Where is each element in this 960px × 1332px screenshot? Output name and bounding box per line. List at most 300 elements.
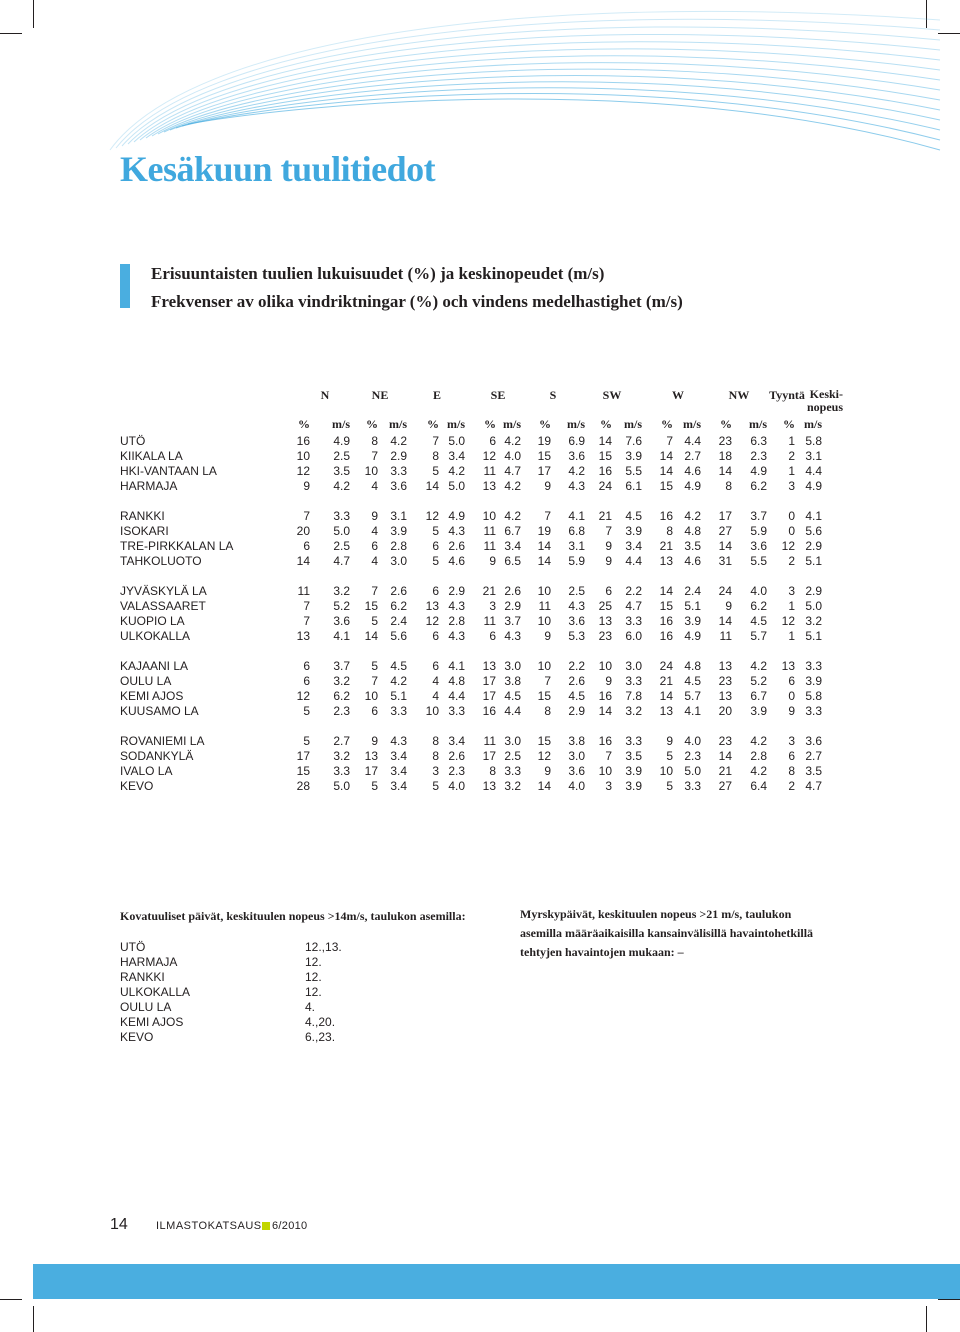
table-cell: 12 — [296, 689, 310, 703]
table-cell: 5.6 — [390, 629, 407, 643]
table-cell: 13 — [296, 629, 310, 643]
table-cell: 5 — [303, 734, 310, 748]
table-cell: 5 — [303, 704, 310, 718]
table-cell: 4.7 — [333, 554, 350, 568]
page-number: 14 — [110, 1216, 128, 1233]
table-cell: 6 — [432, 659, 439, 673]
table-cell: 3.7 — [750, 509, 767, 523]
table-cell: 19 — [537, 524, 551, 538]
strong-wind-station: UTÖ — [120, 940, 146, 954]
table-cell: 2.9 — [504, 599, 521, 613]
table-cell: 4.0 — [568, 779, 585, 793]
table-cell: 2.6 — [504, 584, 521, 598]
table-cell: 2.5 — [568, 584, 585, 598]
table-cell: 4.4 — [625, 554, 642, 568]
table-cell: 5.9 — [750, 524, 767, 538]
issue-number: 6/2010 — [272, 1220, 308, 1232]
table-cell: 7 — [371, 449, 378, 463]
table-cell: 3 — [788, 479, 795, 493]
table-cell: 4.8 — [684, 524, 701, 538]
table-cell: 2.2 — [568, 659, 585, 673]
table-cell: 15 — [296, 764, 310, 778]
table-cell: 13 — [482, 659, 496, 673]
table-cell: 2.8 — [750, 749, 767, 763]
table-cell: 3.2 — [333, 674, 350, 688]
table-cell: 5.1 — [805, 554, 822, 568]
table-cell: 6.7 — [504, 524, 521, 538]
table-cell: 3.1 — [568, 539, 585, 553]
table-cell: 3.6 — [568, 614, 585, 628]
strong-wind-dates: 12. — [305, 970, 322, 984]
table-cell: 5.0 — [333, 779, 350, 793]
table-cell: 4.5 — [504, 689, 521, 703]
table-cell: 4.5 — [625, 509, 642, 523]
table-cell: 27 — [718, 779, 732, 793]
table-cell: 3.6 — [568, 764, 585, 778]
table-cell: 3.3 — [504, 764, 521, 778]
strong-wind-station: HARMAJA — [120, 955, 178, 969]
table-cell: 2.3 — [750, 449, 767, 463]
table-cell: 4.3 — [390, 734, 407, 748]
percent-unit-header: % — [539, 417, 551, 431]
table-cell: 4.2 — [504, 434, 521, 448]
table-cell: 3.1 — [390, 509, 407, 523]
table-cell: 4.1 — [684, 704, 701, 718]
table-cell: 6 — [788, 674, 795, 688]
table-cell: 3 — [605, 779, 612, 793]
table-cell: 6.9 — [568, 434, 585, 448]
table-cell: 14 — [659, 584, 673, 598]
table-cell: 3.3 — [805, 659, 822, 673]
table-cell: 10 — [364, 689, 378, 703]
strong-wind-dates: 6.,23. — [305, 1030, 336, 1044]
table-cell: 13 — [781, 659, 795, 673]
table-cell: 6 — [432, 584, 439, 598]
table-cell: 10 — [598, 659, 612, 673]
station-name: ISOKARI — [120, 524, 169, 538]
wave-line — [170, 82, 940, 130]
table-cell: 16 — [659, 509, 673, 523]
table-cell: 14 — [364, 629, 378, 643]
table-cell: 21 — [718, 764, 732, 778]
station-name: KUUSAMO LA — [120, 704, 199, 718]
table-cell: 17 — [364, 764, 378, 778]
table-cell: 4.4 — [805, 464, 822, 478]
table-cell: 28 — [296, 779, 310, 793]
table-cell: 16 — [598, 464, 612, 478]
table-cell: 0 — [788, 509, 795, 523]
calm-header: Tyyntä — [769, 388, 805, 402]
station-name: ROVANIEMI LA — [120, 734, 205, 748]
table-cell: 17 — [537, 464, 551, 478]
table-cell: 2.6 — [568, 674, 585, 688]
speed-unit-header: m/s — [332, 417, 350, 431]
table-cell: 7.6 — [625, 434, 642, 448]
table-cell: 17 — [718, 509, 732, 523]
station-name: KIIKALA LA — [120, 449, 183, 463]
table-cell: 3.3 — [625, 734, 642, 748]
table-cell: 13 — [659, 554, 673, 568]
table-cell: 3.4 — [390, 764, 407, 778]
table-cell: 5 — [432, 554, 439, 568]
table-cell: 6.5 — [504, 554, 521, 568]
table-cell: 7 — [544, 509, 551, 523]
table-cell: 16 — [482, 704, 496, 718]
table-cell: 3.3 — [805, 704, 822, 718]
table-cell: 9 — [605, 674, 612, 688]
table-cell: 4.5 — [684, 674, 701, 688]
table-cell: 4.7 — [625, 599, 642, 613]
table-cell: 3.0 — [390, 554, 407, 568]
table-cell: 3.7 — [504, 614, 521, 628]
table-cell: 2.7 — [684, 449, 701, 463]
table-cell: 6.4 — [750, 779, 767, 793]
table-cell: 3.2 — [333, 584, 350, 598]
table-cell: 21 — [598, 509, 612, 523]
station-name: HARMAJA — [120, 479, 178, 493]
strong-wind-dates: 4. — [305, 1000, 316, 1014]
direction-header: NE — [371, 388, 389, 402]
table-cell: 5.0 — [684, 764, 701, 778]
table-cell: 6 — [371, 539, 378, 553]
table-cell: 9 — [725, 599, 732, 613]
wave-line — [146, 56, 940, 138]
table-cell: 3.9 — [390, 524, 407, 538]
table-cell: 2.3 — [684, 749, 701, 763]
table-cell: 4.2 — [390, 674, 407, 688]
table-cell: 9 — [303, 479, 310, 493]
table-cell: 4.3 — [448, 524, 465, 538]
wave-line — [110, 11, 940, 150]
strong-wind-station: ULKOKALLA — [120, 985, 191, 999]
table-cell: 14 — [537, 779, 551, 793]
table-cell: 3.6 — [750, 539, 767, 553]
table-cell: 2.9 — [568, 704, 585, 718]
table-cell: 4 — [432, 689, 439, 703]
table-cell: 3.6 — [805, 734, 822, 748]
table-cell: 7 — [303, 509, 310, 523]
table-cell: 13 — [482, 779, 496, 793]
station-name: KEMI AJOS — [120, 689, 184, 703]
table-cell: 14 — [659, 449, 673, 463]
table-cell: 5.1 — [684, 599, 701, 613]
table-cell: 14 — [296, 554, 310, 568]
mean-speed-header: Keski- nopeus — [806, 387, 843, 414]
table-cell: 6 — [489, 629, 496, 643]
table-cell: 17 — [482, 674, 496, 688]
percent-unit-header: % — [783, 417, 795, 431]
table-cell: 2.5 — [504, 749, 521, 763]
storm-days-note: Myrskypäivät, keskituulen nopeus >21 m/s, taulukon asemilla määräaikaisilla kansainvälisillä havaintohetkillä tehtyjen havaintojen mukaan: – — [520, 907, 814, 959]
table-cell: 11 — [483, 524, 496, 538]
table-cell: 5.8 — [805, 434, 822, 448]
percent-unit-header: % — [298, 417, 310, 431]
table-cell: 3.2 — [333, 749, 350, 763]
strong-wind-station: OULU LA — [120, 1000, 172, 1014]
table-cell: 13 — [718, 659, 732, 673]
table-cell: 8 — [666, 524, 673, 538]
speed-unit-header: m/s — [683, 417, 701, 431]
table-cell: 10 — [659, 764, 673, 778]
table-cell: 10 — [537, 584, 551, 598]
subtitle-accent-bar — [120, 264, 130, 308]
direction-header: W — [672, 388, 684, 402]
table-cell: 4.3 — [568, 479, 585, 493]
table-cell: 4.2 — [684, 509, 701, 523]
table-cell: 5 — [432, 464, 439, 478]
table-cell: 12 — [781, 614, 795, 628]
table-cell: 3.0 — [504, 734, 521, 748]
table-cell: 5.2 — [333, 599, 350, 613]
table-cell: 4.9 — [805, 479, 822, 493]
table-cell: 3.1 — [805, 449, 822, 463]
table-cell: 4.0 — [504, 449, 521, 463]
table-cell: 2.4 — [390, 614, 407, 628]
table-cell: 14 — [659, 464, 673, 478]
table-cell: 23 — [718, 674, 732, 688]
table-cell: 4.6 — [684, 554, 701, 568]
direction-header: SE — [490, 388, 506, 402]
strong-wind-dates: 12. — [305, 985, 322, 999]
percent-unit-header: % — [366, 417, 378, 431]
table-cell: 3.3 — [390, 464, 407, 478]
speed-unit-header: m/s — [389, 417, 407, 431]
table-cell: 14 — [718, 539, 732, 553]
table-cell: 2.6 — [448, 539, 465, 553]
footer-band — [33, 1264, 960, 1299]
table-cell: 6.0 — [625, 629, 642, 643]
table-cell: 5.0 — [448, 434, 465, 448]
table-cell: 6.1 — [625, 479, 642, 493]
strong-wind-dates: 12.,13. — [305, 940, 342, 954]
table-cell: 3.0 — [625, 659, 642, 673]
table-cell: 4.5 — [750, 614, 767, 628]
percent-unit-header: % — [600, 417, 612, 431]
table-cell: 12 — [296, 464, 310, 478]
table-cell: 4.2 — [333, 479, 350, 493]
table-cell: 15 — [537, 449, 551, 463]
table-cell: 5.5 — [625, 464, 642, 478]
table-cell: 16 — [598, 734, 612, 748]
table-cell: 7.8 — [625, 689, 642, 703]
table-cell: 2 — [788, 449, 795, 463]
station-name: KAJAANI LA — [120, 659, 189, 673]
strong-wind-station: KEMI AJOS — [120, 1015, 184, 1029]
table-cell: 3.6 — [390, 479, 407, 493]
table-cell: 3.9 — [625, 449, 642, 463]
table-cell: 27 — [718, 524, 732, 538]
table-cell: 3.4 — [390, 749, 407, 763]
table-cell: 12 — [482, 449, 496, 463]
subtitle-swedish: Frekvenser av olika vindriktningar (%) och vindens medelhastighet (m/s) — [151, 292, 683, 311]
strong-wind-station: KEVO — [120, 1030, 154, 1044]
table-cell: 2.9 — [448, 584, 465, 598]
table-cell: 1 — [788, 629, 795, 643]
station-name: OULU LA — [120, 674, 172, 688]
table-cell: 3.8 — [504, 674, 521, 688]
table-cell: 3.5 — [805, 764, 822, 778]
table-cell: 4.6 — [448, 554, 465, 568]
table-cell: 3.9 — [625, 779, 642, 793]
table-cell: 3.9 — [625, 524, 642, 538]
table-cell: 6 — [303, 674, 310, 688]
station-name: TRE-PIRKKALAN LA — [120, 539, 234, 553]
table-cell: 15 — [659, 479, 673, 493]
page-title: Kesäkuun tuulitiedot — [120, 149, 436, 189]
speed-unit-header: m/s — [447, 417, 465, 431]
table-cell: 4.2 — [568, 464, 585, 478]
table-cell: 2.6 — [448, 749, 465, 763]
table-cell: 6 — [303, 659, 310, 673]
table-cell: 15 — [659, 599, 673, 613]
table-cell: 6.2 — [390, 599, 407, 613]
table-cell: 3 — [432, 764, 439, 778]
table-cell: 4.8 — [684, 659, 701, 673]
table-cell: 4.1 — [448, 659, 465, 673]
table-cell: 6 — [432, 539, 439, 553]
table-cell: 13 — [425, 599, 439, 613]
table-cell: 10 — [364, 464, 378, 478]
table-cell: 5.2 — [750, 674, 767, 688]
table-cell: 5 — [666, 749, 673, 763]
table-cell: 10 — [425, 704, 439, 718]
table-cell: 4.2 — [750, 659, 767, 673]
table-cell: 15 — [537, 734, 551, 748]
table-cell: 5.9 — [568, 554, 585, 568]
table-cell: 12 — [537, 749, 551, 763]
table-cell: 14 — [598, 434, 612, 448]
speed-unit-header: m/s — [804, 417, 822, 431]
table-cell: 4.3 — [568, 599, 585, 613]
table-cell: 3.4 — [504, 539, 521, 553]
table-cell: 2.8 — [448, 614, 465, 628]
table-cell: 9 — [544, 479, 551, 493]
table-cell: 2.9 — [805, 539, 822, 553]
table-cell: 13 — [482, 479, 496, 493]
direction-header: NW — [728, 388, 750, 402]
table-cell: 25 — [598, 599, 612, 613]
table-cell: 13 — [659, 704, 673, 718]
table-cell: 5.5 — [750, 554, 767, 568]
table-cell: 10 — [296, 449, 310, 463]
table-cell: 9 — [788, 704, 795, 718]
table-cell: 5.6 — [805, 524, 822, 538]
percent-unit-header: % — [720, 417, 732, 431]
table-cell: 3.2 — [504, 779, 521, 793]
table-cell: 10 — [537, 614, 551, 628]
table-cell: 4.7 — [805, 779, 822, 793]
table-cell: 3 — [788, 734, 795, 748]
magazine-name: ILMASTOKATSAUS — [156, 1220, 262, 1232]
table-cell: 11 — [719, 629, 732, 643]
table-cell: 2.2 — [625, 584, 642, 598]
table-cell: 9 — [544, 629, 551, 643]
table-cell: 6.2 — [750, 599, 767, 613]
table-cell: 6.2 — [750, 479, 767, 493]
table-cell: 3.2 — [625, 704, 642, 718]
station-name: RANKKI — [120, 509, 165, 523]
table-cell: 2.9 — [805, 584, 822, 598]
table-cell: 8 — [544, 704, 551, 718]
table-cell: 4.1 — [805, 509, 822, 523]
table-cell: 8 — [432, 449, 439, 463]
strong-wind-dates: 4.,20. — [305, 1015, 336, 1029]
table-cell: 31 — [718, 554, 732, 568]
table-cell: 7 — [605, 749, 612, 763]
direction-header: S — [549, 388, 557, 402]
table-cell: 4.4 — [504, 704, 521, 718]
table-cell: 3 — [788, 584, 795, 598]
table-cell: 16 — [598, 689, 612, 703]
table-cell: 4.7 — [504, 464, 521, 478]
table-cell: 11 — [483, 539, 496, 553]
table-cell: 4.5 — [568, 689, 585, 703]
table-cell: 4.0 — [684, 734, 701, 748]
table-cell: 23 — [718, 734, 732, 748]
table-cell: 18 — [718, 449, 732, 463]
table-cell: 4.3 — [448, 629, 465, 643]
table-cell: 24 — [598, 479, 612, 493]
table-cell: 7 — [432, 434, 439, 448]
table-cell: 2 — [788, 554, 795, 568]
table-cell: 4.4 — [684, 434, 701, 448]
table-cell: 4.0 — [448, 779, 465, 793]
crop-mark — [33, 1306, 34, 1332]
table-cell: 4.2 — [504, 509, 521, 523]
speed-unit-header: m/s — [503, 417, 521, 431]
table-cell: 4.9 — [448, 509, 465, 523]
table-cell: 4.2 — [750, 734, 767, 748]
table-cell: 21 — [659, 539, 673, 553]
table-cell: 3.6 — [568, 449, 585, 463]
table-cell: 16 — [296, 434, 310, 448]
table-cell: 20 — [296, 524, 310, 538]
speed-unit-header: m/s — [567, 417, 585, 431]
table-cell: 4.2 — [504, 479, 521, 493]
table-cell: 3.4 — [448, 449, 465, 463]
table-cell: 6 — [371, 704, 378, 718]
table-cell: 12 — [781, 539, 795, 553]
table-cell: 14 — [598, 704, 612, 718]
table-cell: 3.4 — [390, 779, 407, 793]
table-cell: 3.3 — [625, 674, 642, 688]
table-cell: 17 — [296, 749, 310, 763]
station-name: UTÖ — [120, 434, 146, 448]
table-cell: 3.9 — [625, 764, 642, 778]
table-cell: 1 — [788, 599, 795, 613]
table-cell: 5.1 — [390, 689, 407, 703]
table-cell: 4 — [371, 524, 378, 538]
table-cell: 6 — [788, 749, 795, 763]
table-cell: 9 — [371, 509, 378, 523]
table-cell: 11 — [483, 734, 496, 748]
table-cell: 4.2 — [390, 434, 407, 448]
station-name: VALASSAARET — [120, 599, 206, 613]
table-cell: 3.7 — [333, 659, 350, 673]
table-cell: 0 — [788, 524, 795, 538]
table-cell: 24 — [718, 584, 732, 598]
table-cell: 13 — [718, 689, 732, 703]
table-cell: 23 — [718, 434, 732, 448]
table-cell: 3.2 — [805, 614, 822, 628]
table-cell: 1 — [788, 464, 795, 478]
station-name: JYVÄSKYLÄ LA — [120, 584, 207, 598]
table-cell: 3.3 — [333, 764, 350, 778]
table-cell: 5.3 — [568, 629, 585, 643]
table-cell: 2.7 — [333, 734, 350, 748]
table-cell: 6.7 — [750, 689, 767, 703]
table-cell: 5 — [666, 779, 673, 793]
